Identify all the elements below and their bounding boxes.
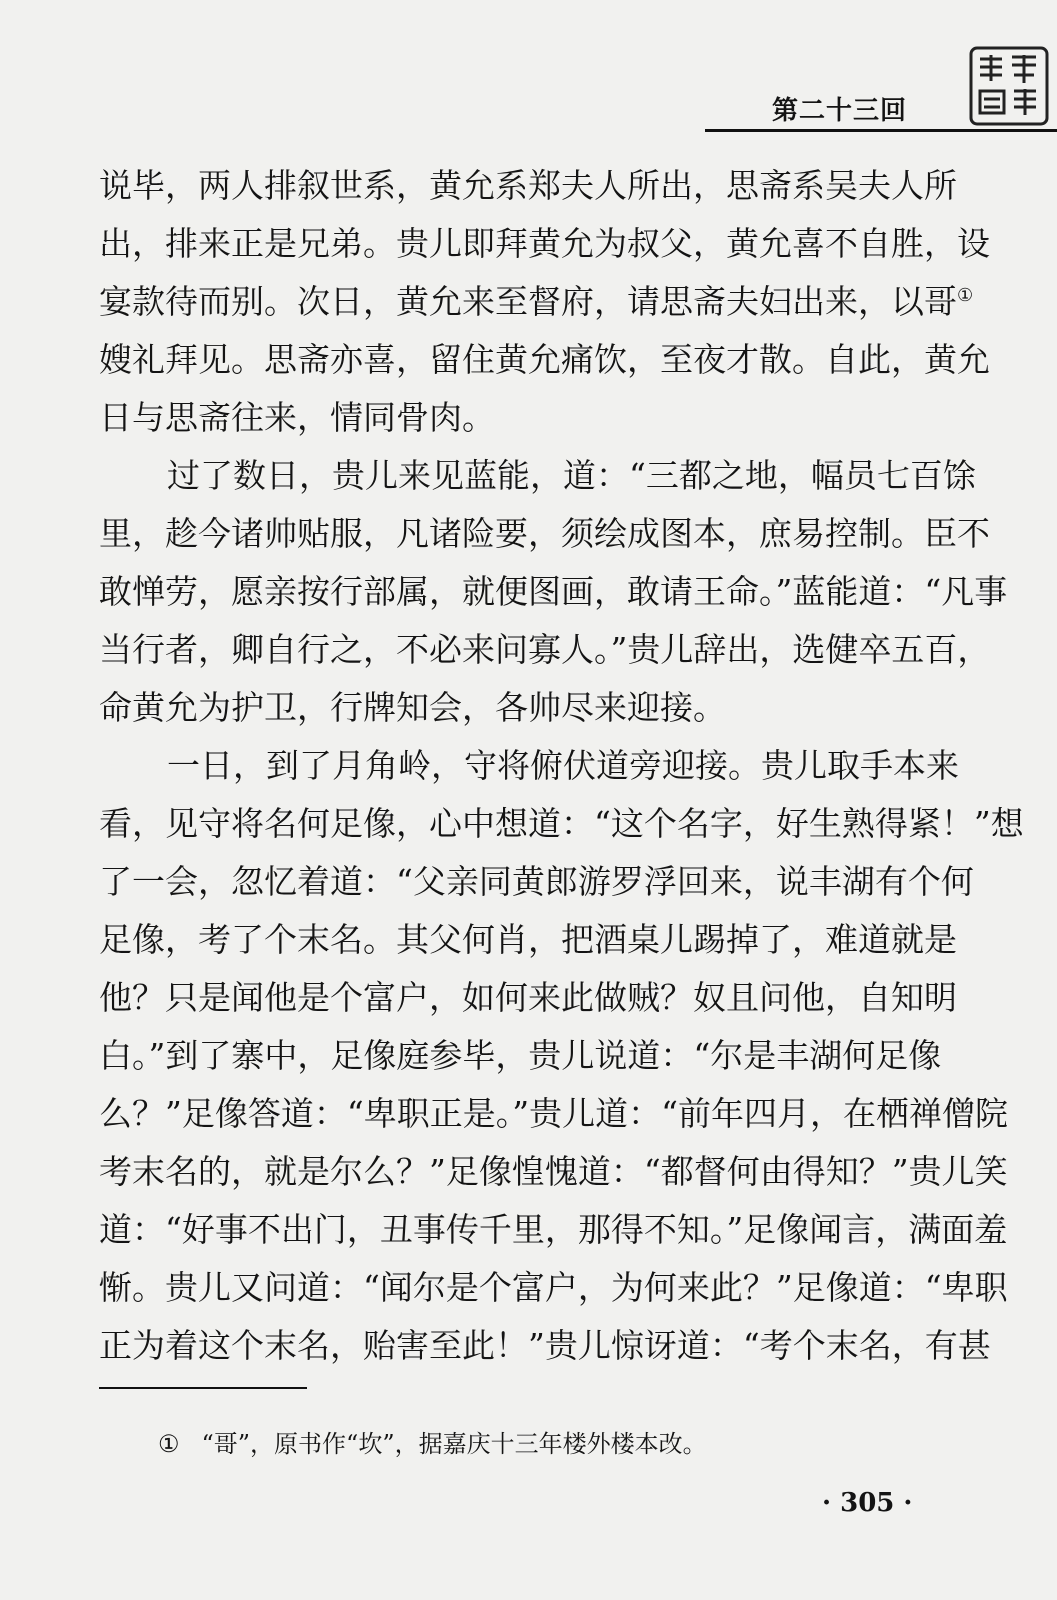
text-line-content: 过了数日，贵儿来见蓝能，道：“三都之地，幅员七百馀 (167, 456, 976, 495)
header-divider (705, 129, 1057, 132)
footnote (158, 1424, 707, 1459)
chapter-heading: 第二十三回 (772, 96, 908, 126)
text-line-content: 命黄允为护卫，行牌知会，各帅尽来迎接。 (99, 688, 726, 727)
footnote-divider (99, 1387, 307, 1389)
text-line (99, 621, 991, 679)
text-line (99, 1201, 1008, 1259)
text-line (99, 853, 974, 911)
text-line (99, 911, 957, 969)
text-line (99, 679, 937, 737)
text-line-content: 正为着这个末名，贻害至此！”贵儿惊讶道：“考个末名，有甚 (99, 1326, 991, 1365)
footnote-text: “哥”，原书作“坎”，据嘉庆十三年楼外楼本改。 (201, 1430, 707, 1458)
footnote-number: ① (158, 1430, 180, 1458)
text-line (99, 157, 957, 215)
text-line (99, 447, 976, 505)
text-line (99, 1143, 1008, 1201)
text-line (99, 273, 974, 331)
text-line-content: 日与思斋往来，情同骨肉。 (99, 398, 495, 437)
footnote-marker: ① (957, 285, 974, 306)
text-line (99, 1085, 1008, 1143)
text-line (99, 969, 957, 1027)
text-line-content: 道：“好事不出门，丑事传千里，那得不知。”足像闻言，满面羞 (99, 1210, 1008, 1249)
text-line (99, 1027, 942, 1085)
text-line-content: 一日，到了月角岭，守将俯伏道旁迎接。贵儿取手本来 (167, 746, 959, 785)
text-line-content: 里，趁今诸帅贴服，凡诸险要，须绘成图本，庶易控制。臣不 (99, 514, 990, 553)
text-line (99, 1317, 991, 1375)
text-line-content: 白。”到了寨中，足像庭参毕，贵儿说道：“尔是丰湖何足像 (99, 1036, 942, 1075)
text-line-content: 敢惮劳，愿亲按行部属，就便图画，敢请王命。”蓝能道：“凡事 (99, 572, 1008, 611)
text-line (99, 795, 1024, 853)
text-line (99, 563, 1008, 621)
text-line (99, 389, 937, 447)
page-number: · 305 · (822, 1488, 913, 1518)
text-line-content: 说毕，两人排叙世系，黄允系郑夫人所出，思斋系吴夫人所 (99, 166, 957, 205)
text-line-content: 宴款待而别。次日，黄允来至督府，请思斋夫妇出来，以哥 (99, 282, 957, 321)
text-line (99, 331, 990, 389)
text-line-content: 了一会，忽忆着道：“父亲同黄郎游罗浮回来，说丰湖有个何 (99, 862, 974, 901)
text-line-content: 足像，考了个末名。其父何肖，把酒桌儿踢掉了，难道就是 (99, 920, 957, 959)
text-line-content: 他？只是闻他是个富户，如何来此做贼？奴且问他，自知明 (99, 978, 957, 1017)
text-line (99, 737, 959, 795)
text-line (99, 1259, 1008, 1317)
body-text (99, 157, 1024, 1375)
text-line-content: 出，排来正是兄弟。贵儿即拜黄允为叔父，黄允喜不自胜，设 (99, 224, 990, 263)
seal-stamp-icon (968, 45, 1050, 127)
text-line-content: 嫂礼拜见。思斋亦喜，留住黄允痛饮，至夜才散。自此，黄允 (99, 340, 990, 379)
text-line-content: 么？”足像答道：“卑职正是。”贵儿道：“前年四月，在栖禅僧院 (99, 1094, 1008, 1133)
text-line (99, 215, 990, 273)
text-line-content: 看，见守将名何足像，心中想道：“这个名字，好生熟得紧！”想 (99, 804, 1024, 843)
text-line-content: 惭。贵儿又问道：“闻尔是个富户，为何来此？”足像道：“卑职 (99, 1268, 1008, 1307)
text-line-content: 当行者，卿自行之，不必来问寡人。”贵儿辞出，选健卒五百， (99, 630, 991, 669)
text-line (99, 505, 990, 563)
text-line-content: 考末名的，就是尔么？”足像惶愧道：“都督何由得知？”贵儿笑 (99, 1152, 1008, 1191)
